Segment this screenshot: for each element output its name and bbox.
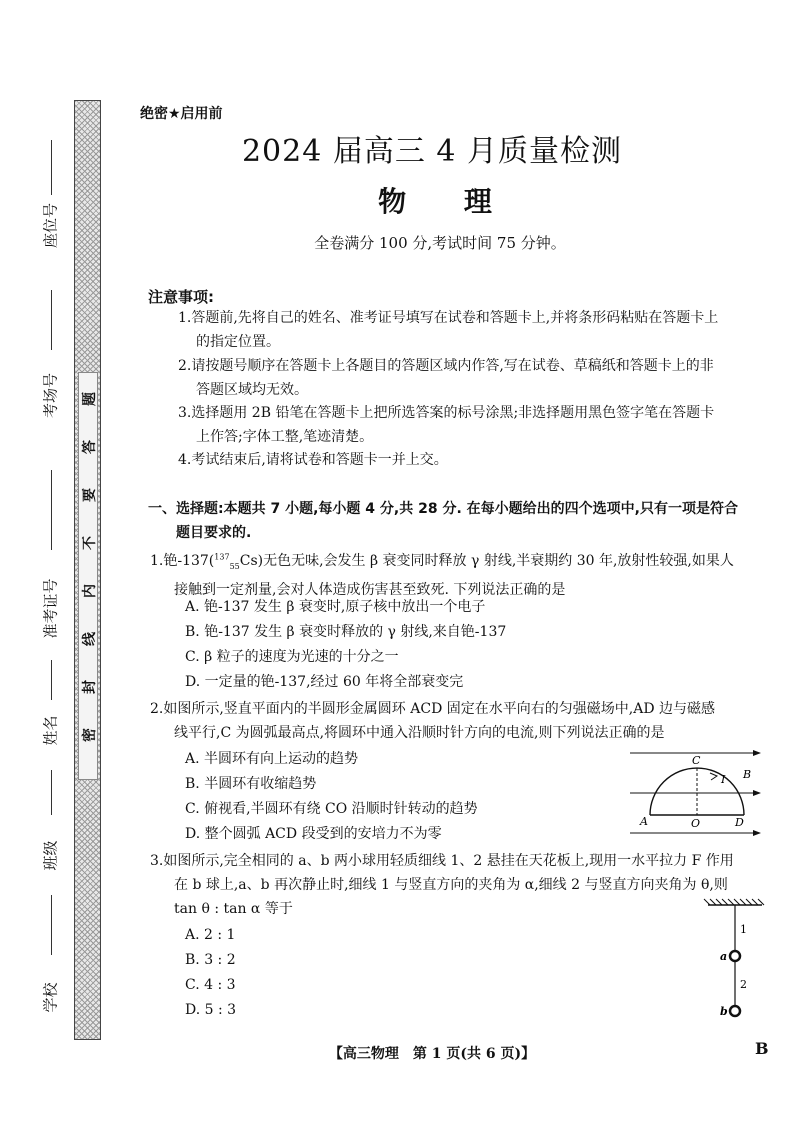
seal-line-box	[78, 372, 98, 780]
label-line-2: 2	[740, 978, 747, 991]
school-field	[30, 895, 70, 1015]
seal-char: 封	[82, 680, 98, 694]
label-line-1: 1	[740, 923, 747, 936]
ceiling-hatch	[704, 899, 764, 905]
note-text-cont: 答题区域均无效。	[196, 382, 308, 398]
label-i: I	[721, 773, 726, 786]
label-b: B	[743, 768, 752, 781]
note-item	[178, 306, 778, 354]
seal-char: 密	[82, 728, 98, 742]
question-3	[150, 849, 775, 921]
ball-a	[730, 951, 740, 961]
label-c: C	[692, 754, 701, 767]
exam-title: 2024 届高三 4 月质量检测	[241, 134, 623, 169]
option-c: C. 俯视看,半圆环有绕 CO 沿顺时针转动的趋势	[185, 801, 478, 817]
field-label: 考场号	[41, 372, 60, 419]
seal-char: 要	[82, 488, 98, 502]
field-label: 班级	[41, 840, 60, 871]
option-b: B. 铯-137 发生 β 衰变时释放的 γ 射线,来自铯-137	[185, 624, 507, 640]
note-text-cont: 上作答;字体工整,笔迹清楚。	[196, 429, 374, 445]
option-d: D. 5 : 3	[185, 1002, 237, 1018]
option-a: A. 半圆环有向上运动的趋势	[185, 751, 359, 767]
question-text-cont: 在 b 球上,a、b 再次静止时,细线 1 与竖直方向的夹角为 α,细线 2 与竖直方向夹角为 θ,则	[174, 877, 728, 893]
seal-char: 答	[82, 440, 98, 454]
label-a: A	[640, 815, 648, 828]
option-c: C. 4 : 3	[185, 977, 236, 993]
paper-version: B	[755, 1039, 769, 1058]
seal-char: 题	[82, 392, 98, 406]
ball-b	[730, 1006, 740, 1016]
question-2	[150, 697, 775, 745]
field-label: 学校	[41, 982, 60, 1013]
exam-room-field	[30, 290, 70, 460]
label-a: a	[720, 950, 728, 963]
label-d: D	[735, 816, 744, 829]
note-text: 2.请按题号顺序在答题卡上各题目的答题区域内作答,写在试卷、草稿纸和答题卡上的非	[178, 358, 714, 374]
note-item	[178, 401, 778, 449]
seal-char: 内	[82, 584, 98, 598]
current-arrow	[710, 773, 717, 780]
section-text-cont: 题目要求的.	[176, 525, 252, 541]
ring-magnetic-field-figure	[625, 745, 765, 840]
field-label: 姓名	[41, 715, 60, 746]
option-a: A. 2 : 1	[185, 927, 236, 943]
page-footer: 【高三物理 第 1 页(共 6 页)】	[328, 1046, 536, 1062]
option-b: B. 3 : 2	[185, 952, 236, 968]
field-label: 准考证号	[41, 578, 60, 639]
name-field	[30, 660, 70, 770]
question-text: 1.铯-137($^{137}_{55}$Cs)无色无味,会发生 β 衰变同时释放 γ 射线,半衰期约 30 年,放射性较强,如果人	[150, 552, 734, 571]
note-text: 3.选择题用 2B 铅笔在答题卡上把所选答案的标号涂黑;非选择题用黑色签字笔在答题卡	[178, 405, 715, 421]
option-a: A. 铯-137 发生 β 衰变时,原子核中放出一个电子	[185, 599, 486, 615]
confidential-mark: 绝密★启用前	[140, 106, 223, 122]
section-text: 一、选择题:本题共 7 小题,每小题 4 分,共 28 分. 在每小题给出的四个选项中,只有一项是符合	[148, 501, 738, 517]
option-b: B. 半圆环有收缩趋势	[185, 776, 317, 792]
label-b: b	[720, 1005, 728, 1018]
question-text-cont: 接触到一定剂量,会对人体造成伤害甚至致死. 下列说法正确的是	[174, 582, 566, 599]
question-1	[150, 545, 775, 602]
note-item	[178, 354, 778, 402]
note-text: 1.答题前,先将自己的姓名、准考证号填写在试卷和答题卡上,并将条形码粘贴在答题卡上	[178, 310, 719, 326]
question-text: 3.如图所示,完全相同的 a、b 两小球用轻质细线 1、2 悬挂在天花板上,现用一水平拉力 F 作用	[150, 853, 734, 869]
exam-info: 全卷满分 100 分,考试时间 75 分钟。	[314, 234, 566, 252]
option-d: D. 整个圆弧 ACD 段受到的安培力不为零	[185, 826, 442, 842]
question-text-cont: 线平行,C 为圆弧最高点,将圆环中通入沿顺时针方向的电流,则下列说法正确的是	[174, 725, 665, 741]
seal-char: 线	[82, 632, 98, 646]
note-text: 4.考试结束后,请将试卷和答题卡一并上交。	[178, 452, 448, 468]
hanging-balls-figure	[700, 895, 770, 1025]
question-text: 2.如图所示,竖直平面内的半圆形金属圆环 ACD 固定在水平向右的匀强磁场中,AD 边与磁感	[150, 701, 715, 717]
question-text-cont: tan θ : tan α 等于	[174, 901, 293, 917]
ticket-number-field	[30, 470, 70, 670]
field-label: 座位号	[41, 202, 60, 249]
notes-heading: 注意事项:	[148, 288, 214, 306]
note-text-cont: 的指定位置。	[196, 334, 280, 350]
class-field	[30, 770, 70, 890]
note-item	[178, 448, 778, 472]
option-c: C. β 粒子的速度为光速的十分之一	[185, 649, 399, 665]
option-d: D. 一定量的铯-137,经过 60 年将全部衰变完	[185, 674, 464, 690]
label-o: O	[691, 817, 701, 830]
section-heading	[148, 497, 773, 545]
seal-char: 不	[82, 536, 98, 550]
subject-title: 物 理	[378, 185, 516, 218]
